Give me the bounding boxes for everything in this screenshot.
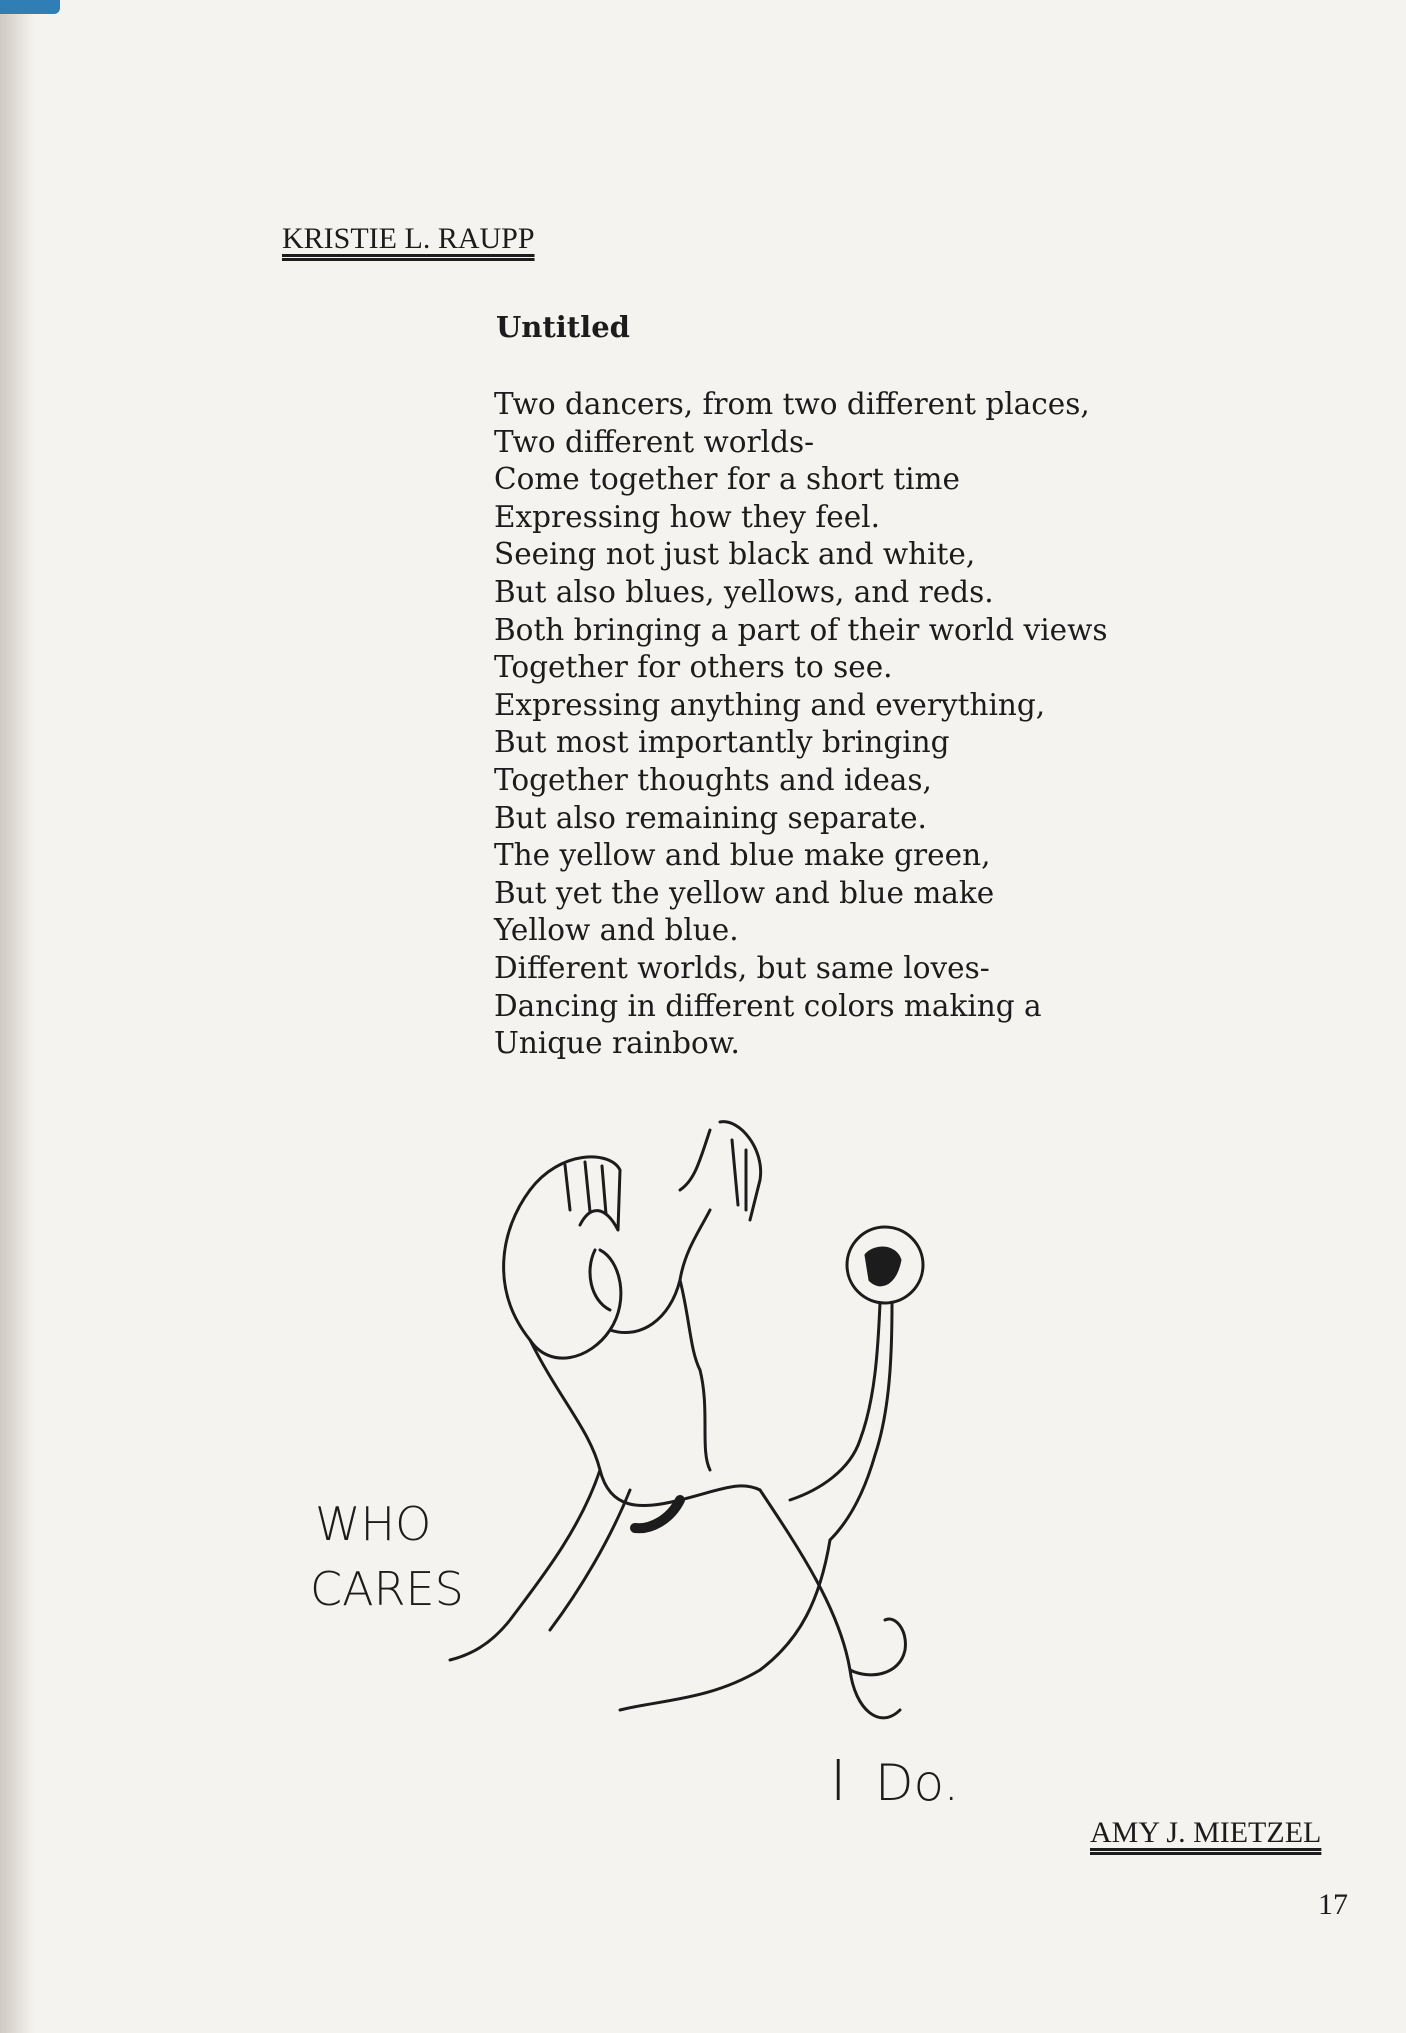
dancer-illustration	[310, 1110, 1090, 1814]
poem-author: KRISTIE L. RAUPP	[282, 222, 535, 255]
poem-line: Yellow and blue.	[494, 913, 739, 948]
poem-line: Together for others to see.	[494, 650, 893, 685]
art-text-cares: CARES	[310, 1562, 464, 1616]
poem-line: Seeing not just black and white,	[494, 537, 976, 572]
poem-body	[494, 386, 1134, 1063]
poem-line: Together thoughts and ideas,	[494, 762, 932, 797]
poem-line: But yet the yellow and blue make	[494, 875, 995, 910]
art-text-who: WHO	[315, 1497, 432, 1551]
art-text-do: Do.	[875, 1754, 960, 1812]
poem-line: The yellow and blue make green,	[494, 838, 991, 873]
artist-credit: AMY J. MIETZEL	[1090, 1816, 1322, 1849]
blue-tab-marker	[0, 0, 60, 14]
art-text-i: I	[830, 1749, 847, 1814]
poem-line: Unique rainbow.	[494, 1026, 740, 1061]
page-number: 17	[1318, 1888, 1348, 1921]
poem-line: Two dancers, from two different places,	[494, 387, 1090, 421]
poem-line: Both bringing a part of their world views	[494, 612, 1108, 647]
book-spine-shadow	[0, 0, 34, 2033]
poem-line: But also remaining separate.	[494, 800, 927, 835]
poem-title: Untitled	[496, 310, 630, 344]
poem-line: Come together for a short time	[494, 462, 960, 497]
poem-line: Expressing how they feel.	[494, 499, 880, 534]
poem-line: Dancing in different colors making a	[494, 988, 1042, 1023]
poem-line: Different worlds, but same loves-	[494, 950, 990, 985]
poem-line: But also blues, yellows, and reds.	[494, 574, 994, 609]
poem-line: But most importantly bringing	[494, 725, 950, 760]
poem-line: Two different worlds-	[494, 424, 815, 459]
poem-line: Expressing anything and everything,	[494, 687, 1046, 722]
